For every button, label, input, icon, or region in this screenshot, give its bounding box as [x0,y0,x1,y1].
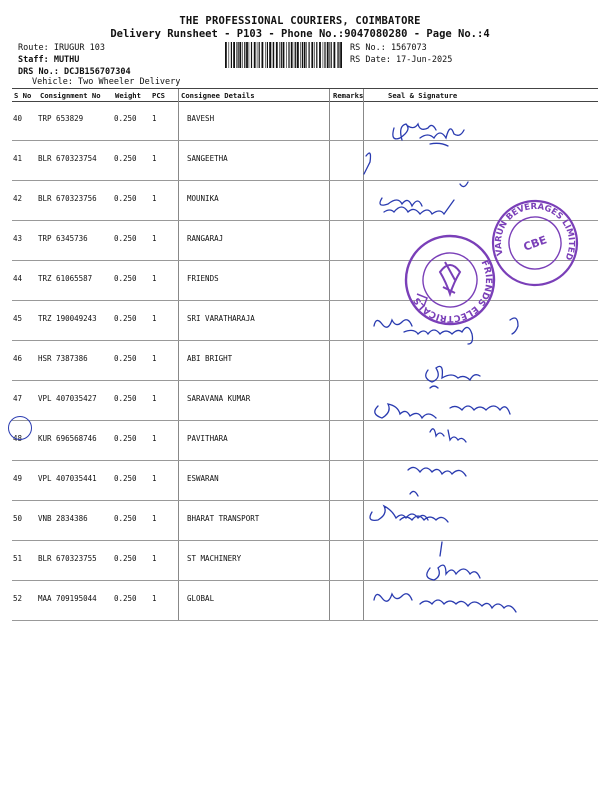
barcode-bar [329,42,330,68]
cell-consignee: SARAVANA KUMAR [187,394,251,403]
barcode-bar [238,42,239,68]
cell-consignment: VNB 2834386 [38,514,88,523]
barcode-bar [302,42,303,68]
signature-row-47b [375,404,510,418]
signature-row-40 [393,124,464,146]
barcode-bar [251,42,252,68]
cell-weight: 0.250 [114,514,137,523]
cell-pcs: 1 [152,474,157,483]
cell-sno: 43 [13,234,23,243]
cell-consignment: TRZ 190049243 [38,314,97,323]
cell-pcs: 1 [152,234,157,243]
col-header-pcs: PCS [152,91,165,100]
barcode-bar [229,42,230,68]
cell-sno: 46 [13,354,23,363]
signature-row-49 [408,467,466,476]
cell-sno: 51 [13,554,23,563]
barcode-bar [283,42,285,68]
staff-label: Staff: MUTHU [18,55,80,65]
signature-row-52 [374,594,516,612]
cell-sno: 47 [13,394,23,403]
col-header-weight: Weight [115,91,141,100]
barcode-bar [300,42,301,68]
cell-sno: 48 [13,434,23,443]
barcode-bar [286,42,287,68]
barcode-bar [267,42,268,68]
cell-pcs: 1 [152,354,157,363]
barcode-bar [231,42,232,68]
barcode-bar [246,42,248,68]
header-top-rule [12,88,598,89]
cell-pcs: 1 [152,594,157,603]
cell-consignment: TRP 653829 [38,114,84,123]
cell-consignment: TRP 6345736 [38,234,88,243]
barcode-bar [291,42,293,68]
signature-row-48-note [430,429,466,442]
cell-sno: 50 [13,514,23,523]
cell-consignment: BLR 670323754 [38,154,97,163]
cell-consignee: ESWARAN [187,474,219,483]
cell-pcs: 1 [152,194,157,203]
stamp2-ring-text: FRIENDS ELECTRICALS [412,258,494,324]
cell-consignee: MOUNIKA [187,194,219,203]
barcode-bar [319,42,321,68]
signature-row-50 [370,491,448,522]
cell-consignee: BAVESH [187,114,215,123]
runsheet-subtitle: Delivery Runsheet - P103 - Phone No.:9047080280 - Page No.:4 [110,28,490,40]
cell-sno: 40 [13,114,23,123]
col-header-consignee: Consignee Details [181,91,255,100]
barcode-bar [273,42,274,68]
cell-weight: 0.250 [114,394,137,403]
cell-consignee: GLOBAL [187,594,215,603]
runsheet-title: THE PROFESSIONAL COURIERS, COIMBATORE [179,15,421,27]
barcode-bar [269,42,271,68]
barcode-bar [304,42,306,68]
barcode-bar [306,42,307,68]
signature-row-47 [426,366,480,388]
barcode-bar [309,42,310,68]
barcode-bar [254,42,256,68]
barcode-bar [295,42,296,68]
cell-sno: 49 [13,474,23,483]
barcode-bar [334,42,336,68]
cell-consignee: FRIENDS [187,274,219,283]
cell-consignment: MAA 709195044 [38,594,97,603]
cell-weight: 0.250 [114,234,137,243]
cell-sno: 41 [13,154,23,163]
drs-label: DRS No.: DCJB156707304 [18,67,131,77]
cell-weight: 0.250 [114,194,137,203]
signature-row-42 [380,182,468,214]
cell-weight: 0.250 [114,114,137,123]
barcode-bar [276,42,278,68]
col-header-remarks: Remarks [333,91,364,100]
barcode-bar [236,42,237,68]
cell-consignment: VPL 407035441 [38,474,97,483]
cell-consignee: ST MACHINERY [187,554,242,563]
cell-sno: 52 [13,594,23,603]
barcode-bar [331,42,332,68]
barcode-bar [239,42,241,68]
cell-weight: 0.250 [114,474,137,483]
barcode-bar [262,42,264,68]
cell-pcs: 1 [152,114,157,123]
barcode-bar [279,42,280,68]
barcode-bar [311,42,313,68]
barcode-bar [259,42,260,68]
cell-consignment: BLR 670323756 [38,194,97,203]
cell-consignment: KUR 696568746 [38,434,97,443]
barcode-bar [225,42,227,68]
cell-consignment: VPL 407035427 [38,394,97,403]
cell-weight: 0.250 [114,434,137,443]
stamp1-center-text: CBE [521,233,549,254]
col-header-sno: S No [14,91,32,100]
row-48-circle-mark [8,416,32,440]
barcode-bar [323,42,324,68]
barcode-bar [233,42,235,68]
cell-weight: 0.250 [114,314,137,323]
cell-weight: 0.250 [114,594,137,603]
barcode-bar [316,42,317,68]
cell-pcs: 1 [152,434,157,443]
cell-weight: 0.250 [114,354,137,363]
cell-weight: 0.250 [114,554,137,563]
barcode-bar [297,42,299,68]
col-header-seal: Seal & Signature [388,91,458,100]
cell-pcs: 1 [152,154,157,163]
barcode-bar [244,42,245,68]
cell-consignment: TRZ 61065587 [38,274,93,283]
cell-sno: 45 [13,314,23,323]
barcode-bar [249,42,250,68]
barcode-bar [340,42,342,68]
barcode-bar [327,42,329,68]
cell-pcs: 1 [152,274,157,283]
barcode-bar [272,42,273,68]
vehicle-label: Vehicle: Two Wheeler Delivery [32,77,181,87]
signature-row-45 [374,318,518,344]
handwritten-signatures [360,100,600,630]
cell-consignee: BHARAT TRANSPORT [187,514,260,523]
barcode-bar [242,42,243,68]
barcode-bar [265,42,266,68]
barcode-bar [281,42,282,68]
cell-sno: 42 [13,194,23,203]
cell-consignment: BLR 670323755 [38,554,97,563]
barcode-bar [257,42,258,68]
cell-consignee: RANGARAJ [187,234,224,243]
stamp1-ring-text: VARUN BEVERAGES LIMITED [493,201,577,262]
barcode-bar [337,42,338,68]
barcode-bar [324,42,325,68]
rs-number: RS No.: 1567073 [350,43,427,53]
cell-consignee: SANGEETHA [187,154,228,163]
barcode-bar [314,42,315,68]
cell-consignee: ABI BRIGHT [187,354,233,363]
cell-pcs: 1 [152,554,157,563]
rs-date: RS Date: 17-Jun-2025 [350,55,453,65]
cell-sno: 44 [13,274,23,283]
barcode-bar [294,42,295,68]
barcode [225,42,343,68]
cell-pcs: 1 [152,314,157,323]
cell-weight: 0.250 [114,274,137,283]
cell-consignment: HSR 7387386 [38,354,88,363]
cell-pcs: 1 [152,394,157,403]
barcode-bar [288,42,289,68]
route-label: Route: IRUGUR 103 [18,43,105,53]
col-header-consignment: Consignment No [40,91,101,100]
barcode-bar [338,42,339,68]
cell-weight: 0.250 [114,154,137,163]
cell-consignee: PAVITHARA [187,434,228,443]
cell-pcs: 1 [152,514,157,523]
signature-row-51 [427,542,480,580]
signature-row-41 [364,153,371,174]
cell-consignee: SRI VARATHARAJA [187,314,255,323]
